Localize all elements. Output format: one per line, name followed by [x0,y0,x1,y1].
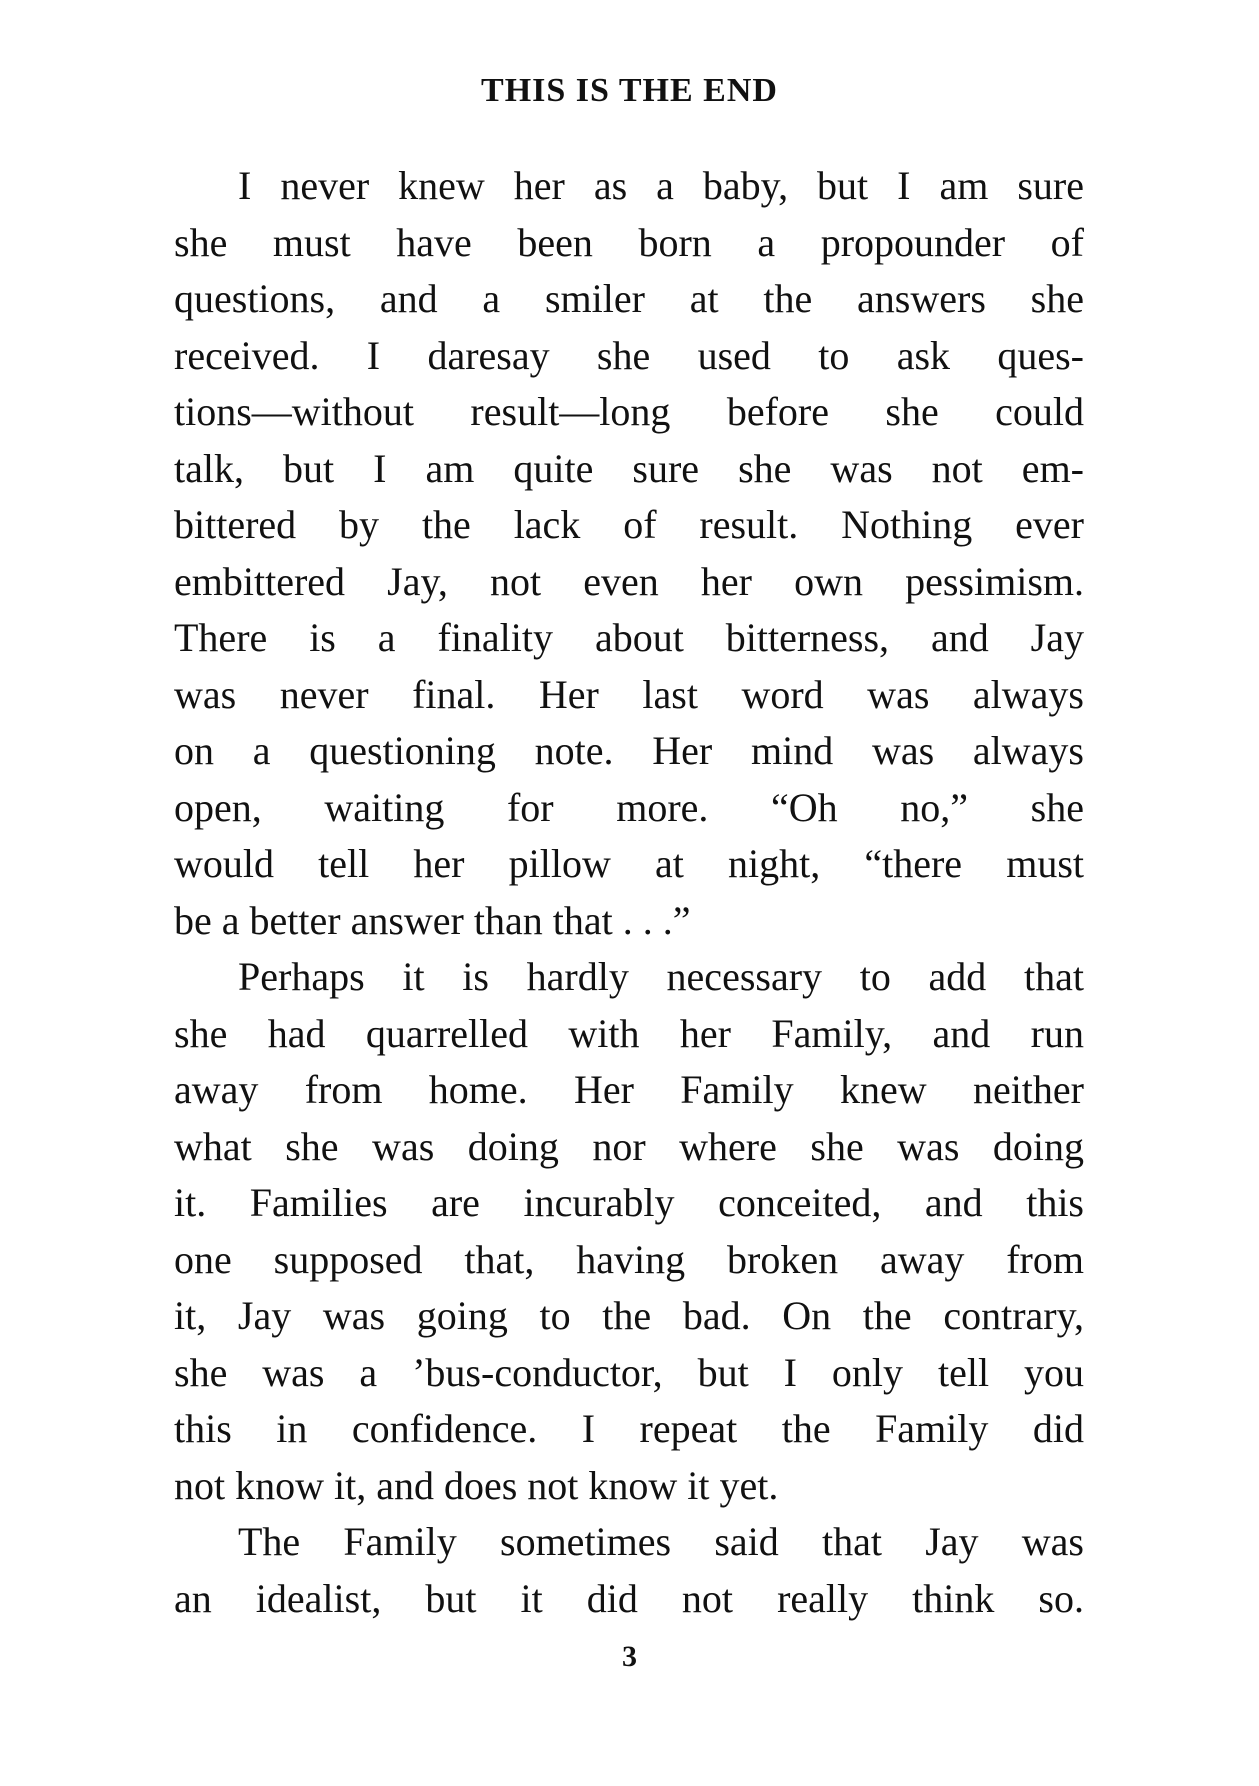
text-line: away from home. Her Family knew neither [174,1067,1084,1112]
text-line: not know it, and does not know it yet. [174,1462,779,1508]
text-line: received. I daresay she used to ask ques- [174,332,1084,378]
running-head: THIS IS THE END [481,72,778,109]
text-line: tions—without result—long before she could [174,389,1084,434]
text-line: I never knew her as a baby, but I am sure [238,163,1084,208]
text-line: There is a finality about bitterness, and Jay [174,615,1084,660]
body-text [174,158,1084,1627]
text-line: she was a ’bus-conductor, but I only tell you [174,1349,1084,1395]
page-number: 3 [622,1640,637,1673]
text-line: would tell her pillow at night, “there must [174,841,1084,886]
text-line: The Family sometimes said that Jay was [238,1519,1084,1564]
text-line: be a better answer than that . . .” [174,897,691,943]
text-line: it, Jay was going to the bad. On the contrary, [174,1293,1084,1338]
text-line: on a questioning note. Her mind was always [174,728,1084,773]
text-line: bittered by the lack of result. Nothing ever [174,502,1084,547]
text-line: Perhaps it is hardly necessary to add that [238,954,1084,999]
text-line: embittered Jay, not even her own pessimism. [174,558,1084,604]
text-line: was never final. Her last word was always [174,671,1084,717]
text-line: talk, but I am quite sure she was not em- [174,445,1084,491]
text-line: one supposed that, having broken away from [174,1236,1084,1282]
text-line: an idealist, but it did not really think so. [174,1575,1084,1621]
text-line: this in confidence. I repeat the Family did [174,1406,1084,1451]
text-line: it. Families are incurably conceited, and this [174,1180,1084,1225]
text-line: she had quarrelled with her Family, and run [174,1010,1084,1056]
text-line: questions, and a smiler at the answers she [174,276,1084,321]
text-line: she must have been born a propounder of [174,219,1084,265]
text-line: what she was doing nor where she was doing [174,1123,1084,1169]
text-line: open, waiting for more. “Oh no,” she [174,784,1084,830]
